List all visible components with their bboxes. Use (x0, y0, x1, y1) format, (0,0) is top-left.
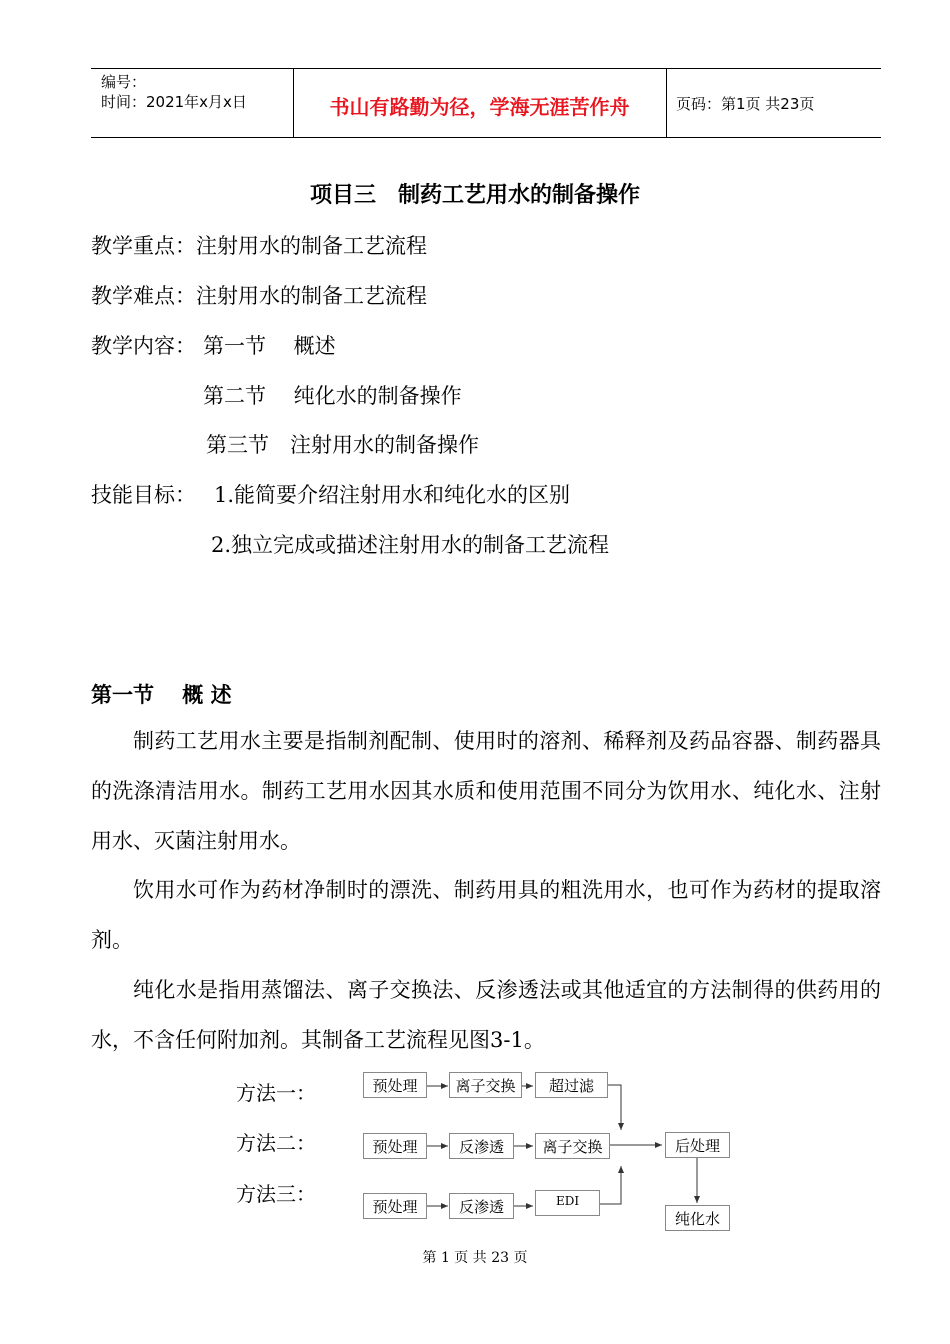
teaching-content-item-2: 第二节 纯化水的制备操作 (203, 384, 462, 408)
page-footer: 第 1 页 共 23 页 (422, 1250, 528, 1266)
teaching-content-item-1: 第一节 概述 (203, 334, 336, 358)
paragraph-3: 纯化水是指用蒸馏法、离子交换法、反渗透法或其他适宜的方法制得的供药用的水，不含任何附加剂。其制备工艺流程见图3-1。 (91, 978, 881, 1052)
paragraph-2: 饮用水可作为药材净制时的漂洗、制药用具的粗洗用水，也可作为药材的提取溶剂。 (91, 878, 881, 952)
document-time: 时间：2021年x月x日 (101, 93, 247, 111)
flow-output: 纯化水 (665, 1205, 730, 1231)
teaching-content-item-3: 第三节 注射用水的制备操作 (206, 433, 479, 457)
header-motto: 书山有路勤为径，学海无涯苦作舟 (329, 95, 630, 119)
flow-m3-step-1: 预处理 (363, 1193, 427, 1219)
teaching-focus: 教学重点：注射用水的制备工艺流程 (91, 234, 427, 258)
skill-goal-2: 2.独立完成或描述注射用水的制备工艺流程 (211, 533, 610, 557)
method-1-label: 方法一： (236, 1081, 316, 1105)
skill-goal-label: 技能目标： (91, 483, 196, 507)
document-number: 编号： (101, 73, 147, 91)
flow-m1-step-2: 离子交换 (449, 1072, 522, 1098)
header-motto-cell (293, 69, 667, 137)
header-page-cell (666, 69, 881, 137)
skill-goal-1: 1.能简要介绍注射用水和纯化水的区别 (214, 483, 571, 507)
teaching-difficulty: 教学难点：注射用水的制备工艺流程 (91, 284, 427, 308)
method-2-label: 方法二： (236, 1131, 316, 1155)
flow-post-process: 后处理 (665, 1132, 730, 1158)
document-title: 项目三 制药工艺用水的制备操作 (309, 182, 640, 208)
flow-m2-step-3: 离子交换 (535, 1133, 610, 1159)
flow-m3-step-3: EDI (535, 1190, 600, 1216)
teaching-content-label: 教学内容： (91, 334, 196, 358)
paragraph-1: 制药工艺用水主要是指制剂配制、使用时的溶剂、稀释剂及药品容器、制药器具的洗涤清洁用水。制药工艺用水因其水质和使用范围不同分为饮用水、纯化水、注射用水、灭菌注射用水。 (91, 729, 881, 853)
method-3-label: 方法三： (236, 1182, 316, 1206)
page-header (91, 68, 881, 138)
flow-m2-step-1: 预处理 (363, 1133, 427, 1159)
header-meta-cell (91, 69, 294, 137)
header-page-info: 页码：第1页 共23页 (676, 95, 815, 113)
flow-m1-step-3: 超过滤 (535, 1072, 608, 1098)
flow-m2-step-2: 反渗透 (449, 1133, 514, 1159)
flow-m1-step-1: 预处理 (363, 1072, 427, 1098)
flow-m3-step-2: 反渗透 (449, 1193, 514, 1219)
section-heading: 第一节 概 述 (91, 682, 232, 707)
